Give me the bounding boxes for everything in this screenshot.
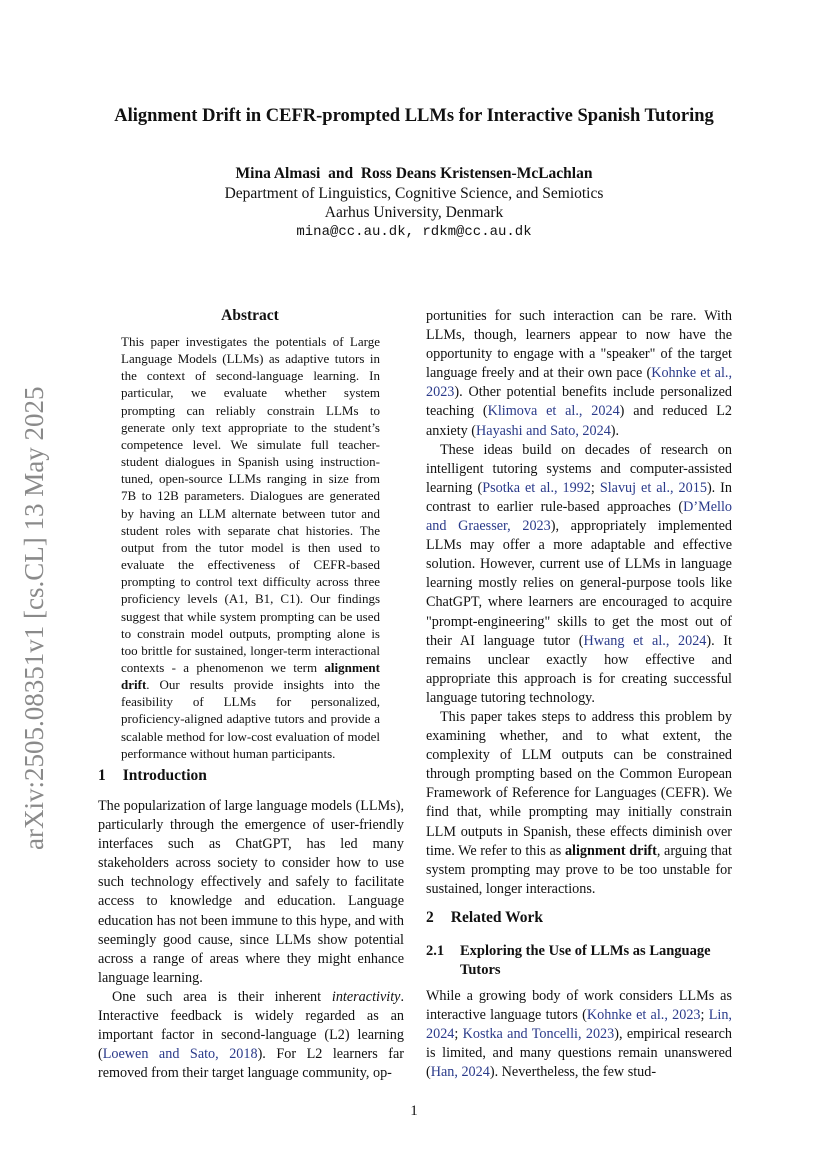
affiliation-department: Department of Linguistics, Cognitive Science, and Semiotics	[224, 184, 604, 202]
subsection-2-1-title-line1: Exploring the Use of LLMs as Language	[460, 943, 711, 959]
intro-p2-text-b: . Interactive feedback is widely regarded as an important factor in second-language (L2) learning (	[98, 988, 404, 1063]
section-1-title: Introduction	[122, 767, 207, 784]
intro-paragraph-1: The popularization of large language models (LLMs), particularly through the emergence of user-friendly interfaces such as ChatGPT, has led many stakeholders across society to consider how to use such technology effectively and safely to facilitate access to knowledge and education. Language education has not been immune to this hype, and with seemingly good cause, since LLMs show potential across a range of areas where they might enhance language learning.	[98, 798, 404, 986]
subsection-2-1-body	[426, 987, 732, 1082]
author-names: Mina Almasi and Ross Deans Kristensen-McLachlan	[235, 165, 593, 182]
intro-p2-italic: interactivity	[331, 988, 401, 1005]
citation-separator: ;	[590, 479, 600, 496]
citation-link[interactable]: Lin, 2024	[426, 1007, 732, 1043]
citation-link[interactable]: Hwang et al., 2024	[583, 632, 707, 649]
subsection-2-1-title-line2: Tutors	[460, 962, 501, 978]
author-block	[0, 164, 828, 242]
citation-link[interactable]: D’Mello and Graesser, 2023	[426, 498, 732, 535]
citation-link[interactable]: Han, 2024	[430, 1064, 490, 1081]
right-p3-text-a: While a growing body of work considers LLMs as interactive language tutors (	[426, 988, 732, 1024]
section-1-heading	[98, 767, 207, 785]
author-emails: mina@cc.au.dk, rdkm@cc.au.dk	[296, 223, 532, 240]
right-p2-text-a: This paper takes steps to address this problem by examining whether, and to what extent, the complexity of LLM outputs can be constrained through prompting based on the Common European Framework of Reference for Languages (CEFR). We find that, while prompting may initially constrain LLM outputs in Spanish, these effects diminish over time. We refer to this as	[426, 708, 732, 859]
right-p1-text-a: These ideas build on decades of research on intelligent tutoring systems and computer-assisted learning (	[426, 441, 732, 496]
section-2-title: Related Work	[450, 909, 544, 926]
intro-paragraph-2	[98, 988, 404, 1083]
subsection-2-1-number: 2.1	[426, 943, 445, 959]
right-p3-text-b: ), empirical research is limited, and many questions remain unanswered (	[426, 1026, 732, 1081]
right-paragraph-1	[426, 441, 732, 708]
right-p2-bold-term: alignment drift	[564, 842, 657, 859]
citation-link[interactable]: Kohnke et al., 2023	[426, 365, 732, 401]
citation-link[interactable]: Kostka and Toncelli, 2023	[462, 1026, 615, 1043]
citation-link[interactable]: Psotka et al., 1992	[482, 479, 591, 496]
right-p0-text-b: ). Other potential benefits include personalized teaching (	[426, 384, 732, 420]
citation-link[interactable]: Kohnke et al., 2023	[586, 1007, 701, 1024]
abstract-text	[121, 333, 380, 762]
affiliation-university: Aarhus University, Denmark	[324, 204, 504, 221]
right-p0-text-d: ).	[610, 422, 620, 439]
abstract-text-part2: . Our results provide insights into the feasibility of LLMs for personalized, proficiency-aligned adaptive tutors and provide a scalable method for low-cost evaluation of model performance without human participants.	[121, 677, 380, 761]
intro-body	[98, 797, 404, 1083]
right-p3-text-c: ). Nevertheless, the few stud-	[489, 1064, 657, 1081]
right-p1-text-c: ), appropriately implemented LLMs may offer a more adaptable and effective solution. However, current use of LLMs in language learning mostly relies on general-purpose tools like ChatGPT, where learners are encouraged to acquire "prompt-engineering" skills to get the most out of their AI language tutor (	[426, 518, 732, 649]
citation-link[interactable]: Slavuj et al., 2015	[599, 479, 707, 496]
citation-link[interactable]: Klimova et al., 2024	[487, 403, 620, 420]
arxiv-stamp-text: arXiv:2505.08351v1 [cs.CL] 13 May 2025	[19, 386, 49, 850]
right-column	[426, 307, 732, 899]
abstract-text-part1: This paper investigates the potentials of Large Language Models (LLMs) as adaptive tutors in the context of second-language learning. In particular, we evaluate whether system prompting can reliably constrain LLMs to generate only text appropriate to the student’s competence level. We simulate full teacher-student dialogues in Spanish using instruction-tuned, open-source LLMs ranging in size from 7B to 12B parameters. Dialogues are generated by having an LLM alternate between tutor and student roles with separate chat histories. The output from the tutor model is then used to evaluate the effectiveness of CEFR-based prompting to control text difficulty across three proficiency levels (A1, B1, C1). Our findings suggest that while system prompting can be used to constrain model outputs, prompting alone is too brittle for sustained, longer-term interactional contexts - a phenomenon we term	[121, 334, 380, 675]
page-number: 1	[410, 1103, 418, 1119]
right-p1-text-d: ). It remains unclear exactly how effective and appropriate this approach is for creating successful language tutoring technology.	[426, 632, 732, 706]
citation-link[interactable]: Loewen and Sato, 2018	[102, 1046, 258, 1063]
intro-p2-text-a: One such area is their inherent	[112, 988, 332, 1005]
citation-separator: ;	[700, 1007, 709, 1024]
right-p2-text-b: , arguing that system prompting may prove to be too unstable for sustained, longer interactions.	[426, 842, 732, 897]
right-paragraph-2	[426, 708, 732, 899]
right-paragraph-0	[426, 307, 732, 441]
abstract-bold-term: alignment drift	[121, 659, 380, 693]
right-paragraph-3	[426, 987, 732, 1082]
section-2-heading	[426, 909, 543, 927]
intro-p2-text-c: ). For L2 learners far removed from their target language community, op-	[98, 1046, 404, 1082]
right-p0-text-a: portunities for such interaction can be rare. With LLMs, though, learners appear to now have the opportunity to engage with a "speaker" of the target language freely and at their own pace (	[426, 308, 732, 382]
right-p1-text-b: ). In contrast to earlier rule-based approaches (	[426, 479, 732, 515]
section-1-number: 1	[98, 767, 106, 784]
citation-separator: ;	[454, 1026, 463, 1043]
paper-title: Alignment Drift in CEFR-prompted LLMs for Interactive Spanish Tutoring	[114, 106, 714, 126]
subsection-2-1-heading	[426, 942, 732, 980]
abstract-heading: Abstract	[221, 307, 279, 324]
right-p0-text-c: ) and reduced L2 anxiety (	[426, 403, 732, 439]
citation-link[interactable]: Hayashi and Sato, 2024	[476, 422, 611, 439]
section-2-number: 2	[426, 909, 434, 926]
